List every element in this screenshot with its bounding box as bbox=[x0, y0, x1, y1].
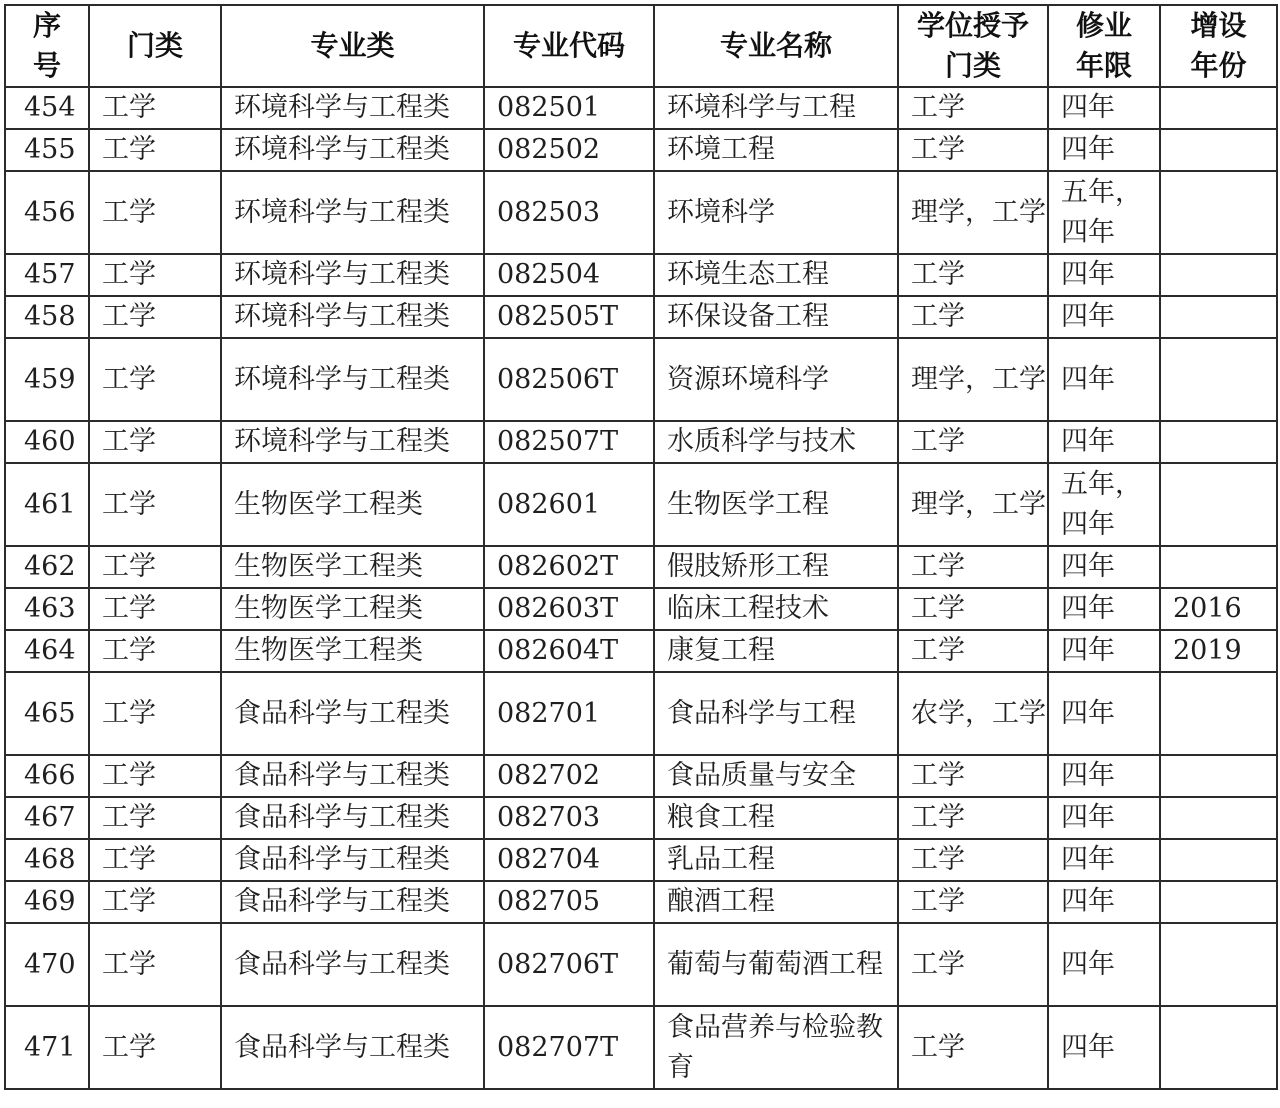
cell-major-class: 食品科学与工程类 bbox=[221, 923, 484, 1006]
cell-study-years: 四年 bbox=[1048, 630, 1160, 672]
cell-major-class: 生物医学工程类 bbox=[221, 463, 484, 546]
cell-degree-category: 工学 bbox=[898, 881, 1048, 923]
cell-index: 470 bbox=[5, 923, 89, 1006]
cell-index: 467 bbox=[5, 797, 89, 839]
table-row bbox=[5, 463, 1277, 546]
cell-degree-category: 理学，工学 bbox=[898, 338, 1048, 421]
cell-year-added bbox=[1160, 546, 1277, 588]
cell-major-code: 082703 bbox=[484, 797, 654, 839]
cell-study-years: 四年 bbox=[1048, 923, 1160, 1006]
cell-major-code: 082604T bbox=[484, 630, 654, 672]
cell-major-class: 环境科学与工程类 bbox=[221, 87, 484, 129]
cell-study-years: 四年 bbox=[1048, 1006, 1160, 1089]
table-row bbox=[5, 421, 1277, 463]
cell-category: 工学 bbox=[89, 839, 221, 881]
cell-major-name: 酿酒工程 bbox=[654, 881, 898, 923]
cell-study-years: 四年 bbox=[1048, 296, 1160, 338]
cell-category: 工学 bbox=[89, 87, 221, 129]
cell-study-years: 四年 bbox=[1048, 797, 1160, 839]
cell-category: 工学 bbox=[89, 923, 221, 1006]
cell-index: 464 bbox=[5, 630, 89, 672]
cell-study-years: 四年 bbox=[1048, 338, 1160, 421]
header-degree-category: 学位授予门类 bbox=[898, 5, 1048, 87]
cell-major-name: 水质科学与技术 bbox=[654, 421, 898, 463]
cell-degree-category: 工学 bbox=[898, 421, 1048, 463]
cell-index: 462 bbox=[5, 546, 89, 588]
cell-study-years: 四年 bbox=[1048, 755, 1160, 797]
cell-degree-category: 农学，工学 bbox=[898, 672, 1048, 755]
cell-major-code: 082601 bbox=[484, 463, 654, 546]
cell-study-years: 四年 bbox=[1048, 421, 1160, 463]
cell-major-name: 乳品工程 bbox=[654, 839, 898, 881]
cell-year-added bbox=[1160, 463, 1277, 546]
cell-category: 工学 bbox=[89, 421, 221, 463]
table-row bbox=[5, 338, 1277, 421]
cell-degree-category: 工学 bbox=[898, 630, 1048, 672]
cell-year-added bbox=[1160, 129, 1277, 171]
cell-major-class: 环境科学与工程类 bbox=[221, 338, 484, 421]
cell-degree-category: 工学 bbox=[898, 1006, 1048, 1089]
cell-major-code: 082504 bbox=[484, 254, 654, 296]
cell-major-class: 食品科学与工程类 bbox=[221, 881, 484, 923]
cell-major-class: 食品科学与工程类 bbox=[221, 1006, 484, 1089]
cell-major-name: 食品营养与检验教育 bbox=[654, 1006, 898, 1089]
cell-index: 469 bbox=[5, 881, 89, 923]
header-major-name: 专业名称 bbox=[654, 5, 898, 87]
cell-index: 458 bbox=[5, 296, 89, 338]
cell-degree-category: 工学 bbox=[898, 797, 1048, 839]
header-year-added: 增设年份 bbox=[1160, 5, 1277, 87]
table-row bbox=[5, 1006, 1277, 1089]
cell-major-class: 食品科学与工程类 bbox=[221, 672, 484, 755]
cell-year-added bbox=[1160, 421, 1277, 463]
cell-category: 工学 bbox=[89, 881, 221, 923]
cell-major-class: 环境科学与工程类 bbox=[221, 129, 484, 171]
cell-major-code: 082705 bbox=[484, 881, 654, 923]
cell-index: 456 bbox=[5, 171, 89, 254]
cell-index: 457 bbox=[5, 254, 89, 296]
cell-category: 工学 bbox=[89, 797, 221, 839]
cell-year-added bbox=[1160, 923, 1277, 1006]
cell-index: 455 bbox=[5, 129, 89, 171]
cell-major-name: 葡萄与葡萄酒工程 bbox=[654, 923, 898, 1006]
cell-year-added bbox=[1160, 1006, 1277, 1089]
cell-degree-category: 理学，工学 bbox=[898, 463, 1048, 546]
table-row bbox=[5, 171, 1277, 254]
cell-category: 工学 bbox=[89, 171, 221, 254]
cell-major-class: 食品科学与工程类 bbox=[221, 797, 484, 839]
table-row bbox=[5, 588, 1277, 630]
cell-study-years: 五年，四年 bbox=[1048, 171, 1160, 254]
cell-index: 460 bbox=[5, 421, 89, 463]
cell-major-name: 康复工程 bbox=[654, 630, 898, 672]
cell-index: 468 bbox=[5, 839, 89, 881]
cell-year-added bbox=[1160, 881, 1277, 923]
cell-category: 工学 bbox=[89, 630, 221, 672]
cell-major-class: 环境科学与工程类 bbox=[221, 171, 484, 254]
cell-degree-category: 工学 bbox=[898, 839, 1048, 881]
major-catalog-table bbox=[4, 4, 1278, 1090]
cell-study-years: 四年 bbox=[1048, 87, 1160, 129]
cell-year-added bbox=[1160, 87, 1277, 129]
cell-major-class: 环境科学与工程类 bbox=[221, 296, 484, 338]
cell-category: 工学 bbox=[89, 463, 221, 546]
cell-major-code: 082505T bbox=[484, 296, 654, 338]
cell-major-name: 食品科学与工程 bbox=[654, 672, 898, 755]
cell-study-years: 四年 bbox=[1048, 839, 1160, 881]
cell-major-name: 临床工程技术 bbox=[654, 588, 898, 630]
cell-major-code: 082501 bbox=[484, 87, 654, 129]
header-category: 门类 bbox=[89, 5, 221, 87]
cell-index: 459 bbox=[5, 338, 89, 421]
header-study-years: 修业年限 bbox=[1048, 5, 1160, 87]
header-major-code: 专业代码 bbox=[484, 5, 654, 87]
table-row bbox=[5, 87, 1277, 129]
cell-index: 466 bbox=[5, 755, 89, 797]
cell-degree-category: 工学 bbox=[898, 296, 1048, 338]
cell-major-name: 环境科学与工程 bbox=[654, 87, 898, 129]
cell-year-added bbox=[1160, 839, 1277, 881]
cell-index: 461 bbox=[5, 463, 89, 546]
header-index: 序号 bbox=[5, 5, 89, 87]
cell-degree-category: 工学 bbox=[898, 254, 1048, 296]
cell-study-years: 四年 bbox=[1048, 881, 1160, 923]
table-row bbox=[5, 923, 1277, 1006]
cell-major-class: 环境科学与工程类 bbox=[221, 421, 484, 463]
cell-major-class: 生物医学工程类 bbox=[221, 630, 484, 672]
cell-major-class: 食品科学与工程类 bbox=[221, 839, 484, 881]
cell-category: 工学 bbox=[89, 254, 221, 296]
cell-study-years: 四年 bbox=[1048, 672, 1160, 755]
cell-year-added bbox=[1160, 672, 1277, 755]
header-row bbox=[5, 5, 1277, 87]
cell-degree-category: 工学 bbox=[898, 546, 1048, 588]
cell-study-years: 四年 bbox=[1048, 254, 1160, 296]
cell-index: 465 bbox=[5, 672, 89, 755]
cell-year-added bbox=[1160, 254, 1277, 296]
cell-category: 工学 bbox=[89, 546, 221, 588]
table-row bbox=[5, 672, 1277, 755]
cell-degree-category: 工学 bbox=[898, 87, 1048, 129]
cell-study-years: 四年 bbox=[1048, 546, 1160, 588]
cell-major-name: 环保设备工程 bbox=[654, 296, 898, 338]
cell-year-added bbox=[1160, 755, 1277, 797]
cell-major-code: 082707T bbox=[484, 1006, 654, 1089]
cell-year-added: 2019 bbox=[1160, 630, 1277, 672]
cell-index: 471 bbox=[5, 1006, 89, 1089]
cell-degree-category: 工学 bbox=[898, 755, 1048, 797]
cell-year-added bbox=[1160, 296, 1277, 338]
cell-index: 463 bbox=[5, 588, 89, 630]
cell-major-code: 082706T bbox=[484, 923, 654, 1006]
cell-year-added bbox=[1160, 171, 1277, 254]
cell-category: 工学 bbox=[89, 1006, 221, 1089]
table-row bbox=[5, 755, 1277, 797]
table-row bbox=[5, 254, 1277, 296]
cell-major-code: 082702 bbox=[484, 755, 654, 797]
cell-major-name: 假肢矫形工程 bbox=[654, 546, 898, 588]
cell-major-name: 环境生态工程 bbox=[654, 254, 898, 296]
cell-major-name: 环境工程 bbox=[654, 129, 898, 171]
cell-major-name: 粮食工程 bbox=[654, 797, 898, 839]
table-row bbox=[5, 546, 1277, 588]
cell-major-code: 082502 bbox=[484, 129, 654, 171]
cell-degree-category: 工学 bbox=[898, 129, 1048, 171]
cell-major-code: 082506T bbox=[484, 338, 654, 421]
cell-major-class: 食品科学与工程类 bbox=[221, 755, 484, 797]
table-row bbox=[5, 881, 1277, 923]
cell-major-code: 082603T bbox=[484, 588, 654, 630]
cell-study-years: 四年 bbox=[1048, 588, 1160, 630]
cell-degree-category: 工学 bbox=[898, 923, 1048, 1006]
cell-major-name: 环境科学 bbox=[654, 171, 898, 254]
cell-major-code: 082704 bbox=[484, 839, 654, 881]
cell-major-class: 环境科学与工程类 bbox=[221, 254, 484, 296]
cell-major-name: 生物医学工程 bbox=[654, 463, 898, 546]
cell-major-name: 资源环境科学 bbox=[654, 338, 898, 421]
table-row bbox=[5, 129, 1277, 171]
cell-major-code: 082602T bbox=[484, 546, 654, 588]
cell-major-name: 食品质量与安全 bbox=[654, 755, 898, 797]
table-row bbox=[5, 296, 1277, 338]
cell-category: 工学 bbox=[89, 338, 221, 421]
cell-major-code: 082503 bbox=[484, 171, 654, 254]
cell-study-years: 五年，四年 bbox=[1048, 463, 1160, 546]
cell-degree-category: 理学，工学 bbox=[898, 171, 1048, 254]
table-row bbox=[5, 797, 1277, 839]
cell-major-class: 生物医学工程类 bbox=[221, 546, 484, 588]
cell-year-added bbox=[1160, 797, 1277, 839]
header-major-class: 专业类 bbox=[221, 5, 484, 87]
cell-year-added bbox=[1160, 338, 1277, 421]
cell-major-code: 082701 bbox=[484, 672, 654, 755]
cell-study-years: 四年 bbox=[1048, 129, 1160, 171]
cell-category: 工学 bbox=[89, 588, 221, 630]
table-row bbox=[5, 839, 1277, 881]
cell-category: 工学 bbox=[89, 129, 221, 171]
cell-major-class: 生物医学工程类 bbox=[221, 588, 484, 630]
table-row bbox=[5, 630, 1277, 672]
cell-year-added: 2016 bbox=[1160, 588, 1277, 630]
cell-index: 454 bbox=[5, 87, 89, 129]
cell-degree-category: 工学 bbox=[898, 588, 1048, 630]
cell-category: 工学 bbox=[89, 296, 221, 338]
cell-category: 工学 bbox=[89, 755, 221, 797]
cell-major-code: 082507T bbox=[484, 421, 654, 463]
cell-category: 工学 bbox=[89, 672, 221, 755]
